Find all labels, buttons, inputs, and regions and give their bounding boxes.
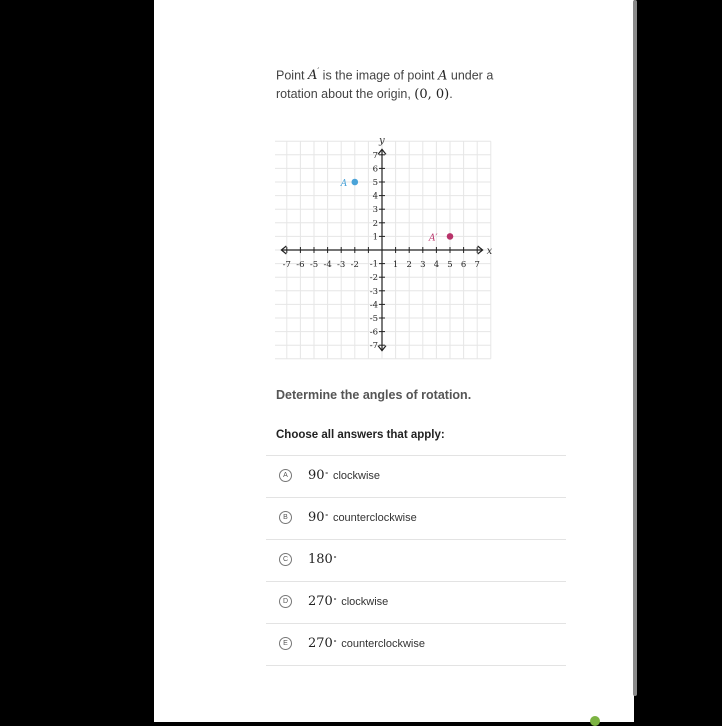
- prompt-text: Point: [276, 68, 308, 83]
- x-tick-label: -4: [323, 260, 332, 270]
- axes: [281, 149, 482, 350]
- choice-d[interactable]: [266, 581, 566, 623]
- coordinate-plane: [275, 126, 505, 362]
- instruction-text: Choose all answers that apply:: [276, 429, 445, 441]
- y-tick-label: 6: [372, 164, 378, 175]
- choice-label: 270∘ clockwise: [308, 594, 389, 609]
- x-tick-label: 5: [447, 260, 453, 270]
- x-tick-label: -5: [309, 260, 319, 270]
- question-text: Determine the angles of rotation.: [276, 388, 472, 402]
- x-tick-label: 3: [420, 260, 426, 270]
- x-tick-label: 6: [460, 260, 467, 270]
- point-a: [352, 179, 359, 186]
- y-tick-label: 7: [372, 150, 378, 161]
- choice-letter-badge: C: [279, 553, 292, 566]
- status-indicator-dot: [590, 716, 600, 726]
- problem-prompt: Point A′ is the image of point A under a rotation about the origin, (0, 0).: [276, 67, 494, 103]
- x-tick-label: 1: [392, 260, 399, 270]
- y-tick-label: -7: [369, 341, 378, 352]
- choice-letter-badge: D: [279, 595, 292, 608]
- x-tick-label: -7: [282, 260, 291, 270]
- y-tick-label: -5: [369, 314, 378, 324]
- point-a-prime-label: A′: [429, 233, 438, 244]
- choice-letter-badge: E: [279, 637, 292, 650]
- scrollbar[interactable]: [633, 0, 637, 696]
- choice-letter-badge: A: [279, 469, 292, 482]
- choice-letter-badge: B: [279, 511, 292, 524]
- y-tick-label: -2: [369, 273, 378, 284]
- x-tick-label: -2: [350, 260, 359, 270]
- choice-label: 90∘ counterclockwise: [308, 510, 417, 525]
- y-tick-label: 1: [372, 232, 378, 243]
- choice-e[interactable]: [266, 623, 566, 666]
- point-a-math: A: [438, 68, 448, 84]
- y-tick-label: -4: [369, 300, 378, 311]
- y-tick-label: 2: [372, 218, 378, 229]
- y-tick-label: 5: [372, 178, 378, 188]
- y-tick-label: -1: [369, 259, 378, 270]
- prompt-text: under a rotation about the origin,: [276, 68, 494, 102]
- y-tick-label: -3: [369, 286, 378, 297]
- choice-b[interactable]: [266, 497, 566, 539]
- x-tick-label: 4: [433, 260, 440, 270]
- choice-c[interactable]: [266, 539, 566, 581]
- y-tick-label: -6: [369, 327, 378, 338]
- origin-math: (0, 0): [414, 87, 450, 103]
- content-panel: [154, 0, 634, 722]
- point-a-prime: [447, 233, 454, 240]
- point-a-label: A: [340, 179, 348, 189]
- choice-a[interactable]: [266, 455, 566, 497]
- answer-choices: [266, 455, 566, 666]
- y-tick-label: 4: [372, 191, 378, 202]
- y-axis-label: y: [379, 135, 385, 147]
- x-tick-label: -3: [337, 260, 346, 270]
- choice-label: 270∘ counterclockwise: [308, 636, 425, 651]
- x-tick-label: -6: [296, 260, 305, 270]
- prompt-text: is the image of point: [319, 68, 439, 83]
- y-tick-label: 3: [372, 205, 378, 216]
- point-a-prime-math: A′: [307, 67, 320, 84]
- x-tick-label: 2: [406, 260, 412, 270]
- x-tick-label: 7: [474, 260, 480, 270]
- x-axis-label: x: [486, 246, 493, 257]
- choice-label: 90∘ clockwise: [308, 468, 381, 483]
- choice-label: 180∘: [308, 552, 338, 567]
